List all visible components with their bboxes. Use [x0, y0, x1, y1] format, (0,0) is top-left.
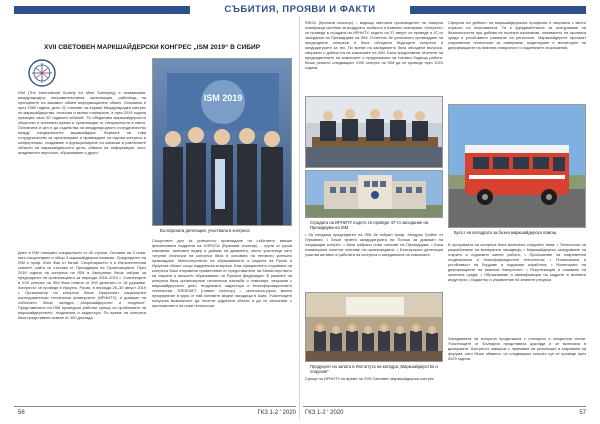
col3-main-text: RIEGL (бронзов спонсор) – водеща световна производител на лазерни сканиращи системи за въздушно, мобилно и наземно сканиране. Конгресът се проведе в сградата на ИРНИТУ, където на 27 август се проведе и 47-то заседание на Президиума на ISM. Отчетено бе успешното провеждане на предходните конгреси и бяха обсъдени бъдещите конгреси и кандидатурите за тях. По време на заседанието бяха обсъдени въпроси, свързани с дейността на комисиите на ISM. Бяха представени отчетите на председателите на комисиите и предложения за тяхната бъдеща работа. Беше решено следващият XVIII конгрес на ISM да се проведе през 2023 година. [305, 20, 443, 70]
hall-photo [305, 292, 443, 362]
university-caption: Сградата на ИРНИТУ където се проведе 47-то заседание на Президиума на ISM [310, 220, 429, 230]
col4-main-text: Сферата на дейност на маркшайдерската професия е свързана с много отрасли на икономиката. Тя е фундаментална за осигуряване на безопасността при добива на полезни изкопаеми, опазването на околната среда и устойчивото развитие на регионите. Маркшайдерите прилагат съвременни технологии за измерване, моделиране и мониторинг на деформациите на земната повърхност и подземните съоръжения. [448, 20, 586, 50]
hall-caption: Продуцент на залата в Института на катедра „Маркшайдерство и геодезия“ [310, 364, 438, 374]
signing-photo [305, 96, 443, 168]
left-journal-issue: ГКЗ 1-2 ' 2020 [257, 410, 296, 416]
delegation-caption: Българската делегация, участвала в конгреса [160, 228, 250, 233]
section-title: СЪБИТИЯ, ПРОЯВИ И ФАКТИ [190, 4, 410, 16]
col4-topics-text: В програмата на конгреса бяха включени следните теми: • Технологии за разработване на минерални находища; • Маркшайдерско осигуряване на открити и подземни минни работи; • Приложение на съвременни геодезически и геоинформационни технологии; • Геомеханика и устойчивост на бордове и подземни изработки; • Мониторинг на деформациите на земната повърхност; • Рекултивация и опазване на околната среда; • Образование и квалификация на кадрите в минната индустрия; • Кадастър и управление на земните ресурси. [448, 242, 586, 282]
col3-bullets-text: • За следващ председател на ISM бе избран проф. Хендрик Гройхе от Германия. • Беше приета кандидатурата на Полша за домакин на следващия конгрес. • Бяха избрани нови членове на Президиума. • Бяха номинирани почетни членове на организацията. • Българската делегация участва активно в работата на конгреса и заседанията на комисиите. [305, 232, 443, 257]
col1-intro-text: ISM (The International Society for Mine Surveying) е независима, международна, неправителствена организация, работеща на принципите на взаимен обмен информационни обмен. Основана е през 1969 година, днес 22 членове на първия Международен конгрес по маркшайдерство, геология и минно планиране, а през 2019 година празнува своя 50 годишен юбилей. Тя обединява маркшайдерското общество и системни мрежи и организации от специалности в света. Основната ѝ цел е да съдейства на международното сътрудничество между специалистите маркшайдери. Формите на това сътрудничество са организиране и провеждане на научни конгреси и конференции, създаване и функциониране на комисии в различните области на маркшайдерското дело, обмяна на информация, опит, академичен персонал, образование и други. [18, 90, 146, 155]
bus-photo [448, 104, 586, 228]
congress-banner-text: ISM 2019 [203, 93, 243, 103]
bus-caption: Бусът на катедрата за бъзна маркшайдерска помощ [454, 230, 557, 235]
ism-logo-image [18, 58, 66, 88]
signing-caption-text: Среща на ИРНИТУ по време на XVII Световен маркшайдерски конгрес [305, 376, 434, 381]
right-journal-issue: ГКЗ 1-2 ' 2020 [305, 410, 344, 416]
right-page-number: 57 [579, 410, 586, 416]
article-title: XVII СВЕТОВЕН МАРКШАЙДЕРСКИ КОНГРЕС „ISM 2019“ В СИБИР [44, 44, 261, 51]
footer-rule-right [303, 406, 586, 407]
university-photo [305, 170, 443, 218]
col2-main-text: Съществен дял за успешното провеждане на събитието имаше финансовата подкрепа на АЛРОСА (Вранием спонсор) – група от руски компании, световен лидер в добива на диаманти, чиито участници като титулни спонсори на конгреса бяха в основата на неговото успешно провеждане. Министерството на образованието и науката на Русия и Иркутска област също подкрепиха конгреса. Към официалното откриване на конгреса бяха отправени приветствия от представители на Министерството на науката и висшето образование на Руската федерация. В рамките на конгреса бяха организирани технически изложби и семинари, свързани с маркшайдерското дело, геодезията, кадастъра и геоинформационните технологии. ERDENET (главен спонсор) – монголско-руско минно предприятие в едно от най-големите медни находища в Азия. Участниците получиха възможност да посетят руднични обекти и да се запознаят с приложението на нови технологии. [152, 238, 292, 308]
left-page-number: 56 [18, 410, 25, 416]
delegation-photo [152, 58, 292, 226]
footer-rule-left [14, 406, 296, 407]
page-gutter [299, 4, 300, 420]
col4-closing-text: Заседанията на конгреса продължиха с пленарни и секционни сесии. Участниците от България представиха доклади и се включиха в дискусиите. Конгресът завърши с приемане на резолюция и закриване на форума, като беше обявено, че следващият конгрес ще се проведе през 2023 година. [448, 336, 586, 361]
col1-main-text: Днес в ISM членуват специалисти от 40 страни. Основни на 3 нива, като съществуват и общо 4 маркшайдерски комисии. Председател на ISM е проф. Юен Фан от Китай. Секретариатът е в Изпълнителния комитет, който се съставя от Президиума на Организацията. През 2016 година на конгреса на ISM в Австралия беше избран за председател на организацията за периода 2016–2019 г. Участниците в XVII конгрес на ISM бяха повече от 200 делегати от 16 държави. Конгресът се проведе в Иркутск, Русия, в периода 26–30 август 2019 г. Организатор на конгреса беше Иркутският национален изследователски технически университет (ИРНИТУ), а домакин на събитието беше катедра „Маркшайдерство и геодезия“. Представители на ISM проведоха работни срещи по проблемите на маркшайдерството, геодезията и кадастъра. По време на конгреса бяха представени повече от 100 доклада. [18, 250, 146, 320]
